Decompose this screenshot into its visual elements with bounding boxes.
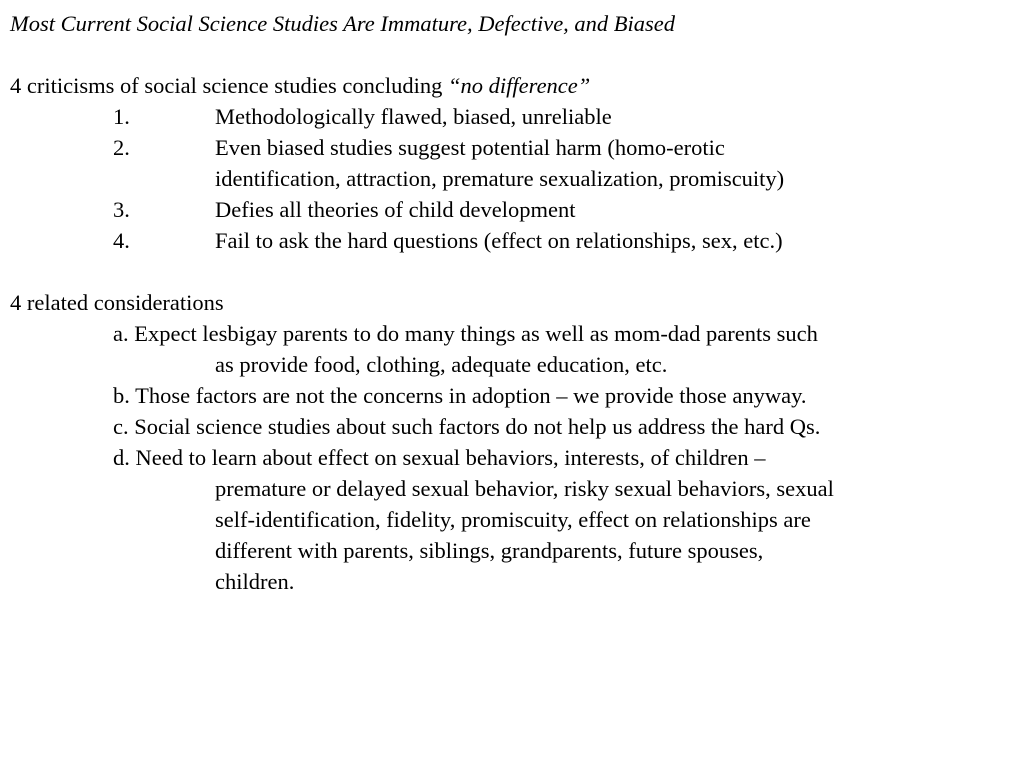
consideration-continued: as provide food, clothing, adequate education, etc.	[215, 352, 668, 377]
criticism-number: 1.	[113, 104, 130, 129]
consideration-continued: premature or delayed sexual behavior, risky sexual behaviors, sexual	[215, 476, 834, 501]
considerations-heading: 4 related considerations	[10, 290, 224, 315]
criticism-item-1	[10, 101, 1015, 132]
criticism-text: Methodologically flawed, biased, unreliable	[215, 104, 612, 129]
consideration-text: c. Social science studies about such factors do not help us address the hard Qs.	[113, 414, 821, 439]
criticism-text: Defies all theories of child development	[215, 197, 576, 222]
consideration-continued: self-identification, fidelity, promiscuity, effect on relationships are	[215, 507, 811, 532]
criticism-number: 2.	[113, 135, 130, 160]
spacer	[10, 39, 1015, 70]
consideration-continued: children.	[215, 569, 295, 594]
consideration-item-c	[10, 411, 1015, 442]
consideration-text: d. Need to learn about effect on sexual behaviors, interests, of children –	[113, 445, 766, 470]
document-page	[10, 8, 1015, 597]
criticism-number: 3.	[113, 197, 130, 222]
criticism-text: Fail to ask the hard questions (effect on relationships, sex, etc.)	[215, 228, 783, 253]
criticisms-heading	[10, 70, 1015, 101]
consideration-item-b	[10, 380, 1015, 411]
criticism-item-2	[10, 132, 1015, 163]
consideration-item-a	[10, 318, 1015, 380]
criticisms-heading-text: 4 criticisms of social science studies concluding	[10, 73, 449, 98]
criticism-text: Even biased studies suggest potential harm (homo-erotic	[215, 135, 725, 160]
consideration-item-d	[10, 442, 1015, 597]
criticism-item-2-continued	[10, 163, 1015, 194]
document-title: Most Current Social Science Studies Are Immature, Defective, and Biased	[10, 11, 676, 36]
consideration-text: a. Expect lesbigay parents to do many things as well as mom-dad parents such	[113, 321, 818, 346]
criticism-item-4	[10, 225, 1015, 256]
criticisms-heading-quote: “no difference”	[448, 73, 591, 98]
criticism-text: identification, attraction, premature sexualization, promiscuity)	[215, 166, 785, 191]
criticism-item-3	[10, 194, 1015, 225]
spacer	[10, 256, 1015, 287]
consideration-continued: different with parents, siblings, grandparents, future spouses,	[215, 538, 764, 563]
consideration-text: b. Those factors are not the concerns in adoption – we provide those anyway.	[113, 383, 807, 408]
criticism-number: 4.	[113, 228, 130, 253]
